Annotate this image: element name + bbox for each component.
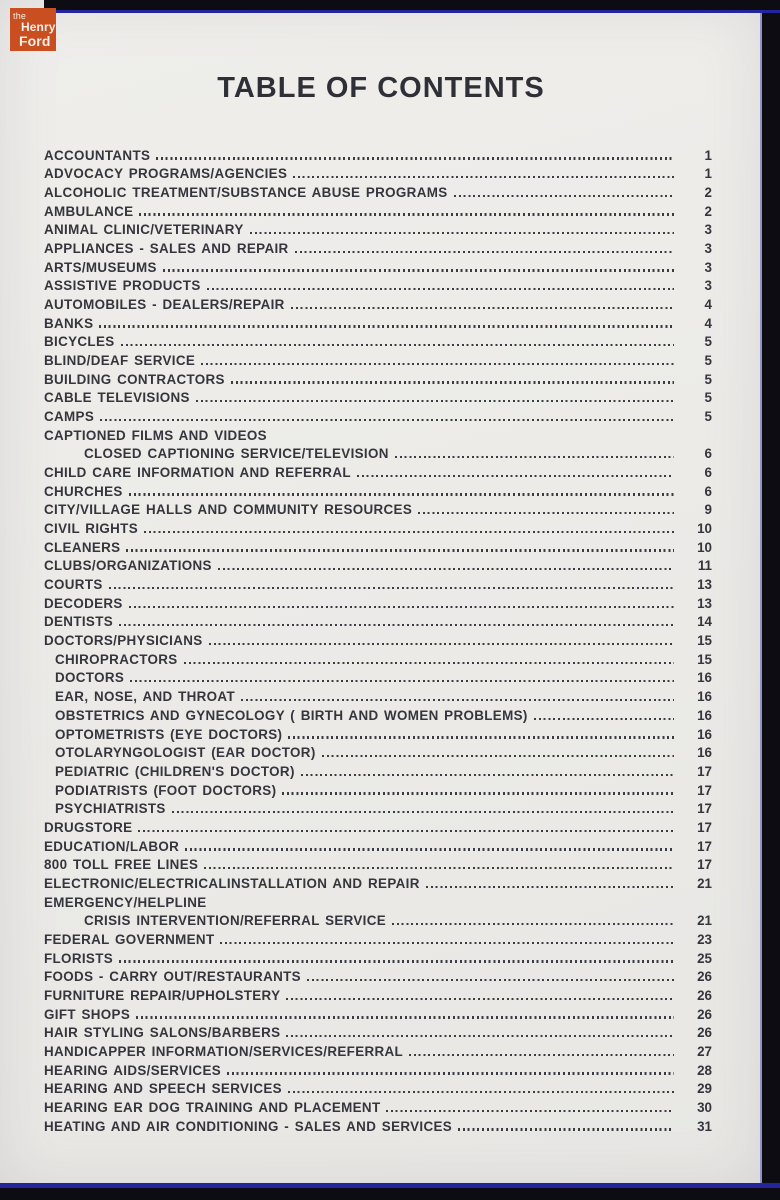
toc-entry-page: 4 (704, 297, 712, 313)
toc-entry-page: 3 (704, 222, 712, 238)
dot-leader (129, 493, 674, 495)
toc-entry (44, 444, 712, 463)
dot-leader (184, 662, 674, 664)
toc-entry (44, 425, 712, 444)
toc-entry (44, 537, 712, 556)
toc-entry-page: 6 (704, 483, 712, 499)
toc-entry-label: DECODERS (44, 595, 123, 611)
toc-entry-page: 13 (697, 577, 712, 593)
toc-entry (44, 873, 712, 892)
toc-entry-page: 2 (704, 185, 712, 201)
toc-entry (44, 350, 712, 369)
dot-leader (119, 960, 674, 962)
toc-entry-label: BLIND/DEAF SERVICE (44, 353, 196, 369)
toc-entry-page: 17 (697, 857, 712, 873)
dot-leader (99, 325, 674, 327)
toc-entry-label: AMBULANCE (44, 203, 134, 219)
toc-entry (44, 276, 712, 295)
toc-entry-label: CAPTIONED FILMS AND VIDEOS (44, 427, 267, 443)
toc-entry-label: HEARING AND SPEECH SERVICES (44, 1081, 282, 1097)
logo-word-henry: Henry (21, 20, 56, 34)
toc-entry-page: 10 (697, 539, 712, 555)
toc-entry-page: 23 (697, 931, 712, 947)
toc-entry-page: 11 (697, 558, 712, 574)
toc-entry (44, 780, 712, 799)
dot-leader (156, 157, 674, 159)
dot-leader (163, 269, 674, 271)
toc-entry-page: 15 (697, 633, 712, 649)
toc-entry-page: 1 (704, 166, 712, 182)
dot-leader (286, 1035, 674, 1037)
dot-leader (100, 419, 674, 421)
toc-entry-label: APPLIANCES - SALES AND REPAIR (44, 241, 289, 257)
toc-entry (44, 257, 712, 276)
dot-leader (231, 381, 674, 383)
toc-entry-page: 5 (704, 334, 712, 350)
dot-leader (392, 923, 674, 925)
toc-entry-page: 9 (704, 502, 712, 518)
scan-edge-bottom (0, 1183, 780, 1200)
toc-entry (44, 556, 712, 575)
toc-list (44, 145, 712, 1135)
dot-leader (534, 718, 674, 720)
toc-entry-label: CHURCHES (44, 483, 123, 499)
toc-entry-label: ARTS/MUSEUMS (44, 259, 157, 275)
toc-entry (44, 1004, 712, 1023)
dot-leader (386, 1110, 674, 1112)
toc-entry-label: GIFT SHOPS (44, 1006, 131, 1022)
toc-entry-page: 5 (704, 353, 712, 369)
toc-entry (44, 1041, 712, 1060)
toc-entry-page: 31 (697, 1118, 712, 1134)
toc-entry-label: EDUCATION/LABOR (44, 838, 180, 854)
dot-leader (250, 232, 674, 234)
toc-entry (44, 332, 712, 351)
toc-entry (44, 817, 712, 836)
toc-entry-page: 5 (704, 409, 712, 425)
toc-entry-label: DOCTORS (55, 670, 125, 686)
toc-entry-label: PEDIATRIC (CHILDREN'S DOCTOR) (55, 763, 295, 779)
dot-leader (220, 942, 674, 944)
toc-entry-label: CLOSED CAPTIONING SERVICE/TELEVISION (84, 446, 389, 462)
toc-entry-label: ADVOCACY PROGRAMS/AGENCIES (44, 166, 288, 182)
toc-entry (44, 182, 712, 201)
toc-entry-page: 26 (697, 987, 712, 1003)
toc-entry-page: 5 (704, 371, 712, 387)
dot-leader (357, 475, 674, 477)
toc-entry (44, 369, 712, 388)
dot-leader (121, 344, 674, 346)
page-title: TABLE OF CONTENTS (217, 72, 545, 104)
dot-leader (454, 195, 674, 197)
toc-entry-label: EAR, NOSE, AND THROAT (55, 689, 235, 705)
dot-leader (307, 979, 674, 981)
toc-entry-page: 27 (697, 1043, 712, 1059)
toc-entry (44, 929, 712, 948)
toc-entry-label: CHIROPRACTORS (55, 651, 178, 667)
toc-entry (44, 892, 712, 911)
toc-entry (44, 1116, 712, 1135)
toc-entry (44, 948, 712, 967)
dot-leader (291, 307, 674, 309)
toc-entry-page: 26 (697, 1025, 712, 1041)
toc-entry-page: 3 (704, 259, 712, 275)
toc-entry-page: 21 (697, 913, 712, 929)
toc-entry (44, 761, 712, 780)
dot-leader (282, 792, 674, 794)
toc-entry-label: PSYCHIATRISTS (55, 801, 166, 817)
dot-leader (130, 680, 674, 682)
dot-leader (126, 549, 674, 551)
toc-entry (44, 1097, 712, 1116)
toc-entry (44, 518, 712, 537)
toc-entry-page: 17 (697, 801, 712, 817)
toc-entry-label: CRISIS INTERVENTION/REFERRAL SERVICE (84, 913, 387, 929)
toc-entry-label: DRUGSTORE (44, 819, 133, 835)
toc-entry-page: 16 (697, 689, 712, 705)
toc-entry (44, 593, 712, 612)
toc-entry (44, 743, 712, 762)
toc-entry-label: CABLE TELEVISIONS (44, 390, 190, 406)
toc-entry-page: 30 (697, 1099, 712, 1115)
toc-entry-page: 3 (704, 278, 712, 294)
dot-leader (293, 176, 674, 178)
dot-leader (458, 1128, 674, 1130)
toc-entry (44, 612, 712, 631)
toc-entry-page: 13 (697, 595, 712, 611)
toc-entry-label: CLUBS/ORGANIZATIONS (44, 558, 212, 574)
toc-entry-label: COURTS (44, 577, 103, 593)
dot-leader (241, 699, 674, 701)
toc-entry-label: AUTOMOBILES - DEALERS/REPAIR (44, 297, 285, 313)
toc-entry-label: FLORISTS (44, 950, 114, 966)
toc-entry-label: EMERGENCY/HELPLINE (44, 894, 207, 910)
toc-entry-label: BICYCLES (44, 334, 115, 350)
toc-entry-label: ANIMAL CLINIC/VETERINARY (44, 222, 244, 238)
toc-entry-page: 28 (697, 1062, 712, 1078)
toc-entry (44, 145, 712, 164)
toc-entry-label: HANDICAPPER INFORMATION/SERVICES/REFERRAL (44, 1043, 404, 1059)
toc-entry-label: CITY/VILLAGE HALLS AND COMMUNITY RESOURCES (44, 502, 413, 518)
toc-entry-label: BUILDING CONTRACTORS (44, 371, 225, 387)
dot-leader (288, 736, 674, 738)
toc-entry-label: HEARING AIDS/SERVICES (44, 1062, 222, 1078)
toc-entry-page: 10 (697, 521, 712, 537)
toc-entry-label: FOODS - CARRY OUT/RESTAURANTS (44, 969, 301, 985)
toc-entry-label: DOCTORS/PHYSICIANS (44, 633, 203, 649)
toc-entry-page: 5 (704, 390, 712, 406)
dot-leader (426, 886, 674, 888)
dot-leader (204, 867, 674, 869)
dot-leader (418, 512, 674, 514)
toc-entry-page: 3 (704, 241, 712, 257)
toc-entry-label: FEDERAL GOVERNMENT (44, 931, 215, 947)
dot-leader (136, 1016, 674, 1018)
toc-entry (44, 220, 712, 239)
toc-entry (44, 1060, 712, 1079)
dot-leader (119, 624, 674, 626)
dot-leader (138, 830, 674, 832)
toc-entry-label: ELECTRONIC/ELECTRICALINSTALLATION AND REPAIR (44, 875, 420, 891)
dot-leader (207, 288, 674, 290)
toc-entry-label: CAMPS (44, 409, 95, 425)
toc-entry-label: CIVIL RIGHTS (44, 521, 138, 537)
dot-leader (196, 400, 674, 402)
toc-entry-label: DENTISTS (44, 614, 114, 630)
toc-entry (44, 967, 712, 986)
dot-leader (139, 213, 674, 215)
dot-leader (144, 531, 674, 533)
toc-entry (44, 164, 712, 183)
toc-entry-page: 6 (704, 446, 712, 462)
henry-ford-logo (10, 8, 56, 51)
toc-entry (44, 294, 712, 313)
toc-entry (44, 1079, 712, 1098)
toc-entry (44, 649, 712, 668)
logo-word-the: the (13, 11, 27, 21)
toc-entry (44, 406, 712, 425)
toc-entry (44, 630, 712, 649)
toc-entry-page: 15 (697, 651, 712, 667)
dot-leader (295, 251, 674, 253)
toc-entry-label: ASSISTIVE PRODUCTS (44, 278, 201, 294)
toc-entry-label: ALCOHOLIC TREATMENT/SUBSTANCE ABUSE PROGRAMS (44, 185, 448, 201)
toc-entry-label: HEATING AND AIR CONDITIONING - SALES AND SERVICES (44, 1118, 453, 1134)
toc-entry-label: ACCOUNTANTS (44, 147, 151, 163)
toc-entry (44, 686, 712, 705)
scan-edge-top (44, 0, 780, 13)
toc-entry-label: OTOLARYNGOLOGIST (EAR DOCTOR) (55, 745, 316, 761)
toc-entry-page: 29 (697, 1081, 712, 1097)
dot-leader (109, 587, 674, 589)
toc-entry-page: 26 (697, 969, 712, 985)
toc-entry-label: HAIR STYLING SALONS/BARBERS (44, 1025, 281, 1041)
dot-leader (172, 811, 674, 813)
dot-leader (227, 1072, 674, 1074)
toc-entry (44, 313, 712, 332)
toc-entry-page: 17 (697, 763, 712, 779)
toc-entry-label: HEARING EAR DOG TRAINING AND PLACEMENT (44, 1099, 381, 1115)
dot-leader (201, 363, 674, 365)
toc-entry (44, 705, 712, 724)
toc-entry (44, 911, 712, 930)
dot-leader (301, 774, 674, 776)
toc-entry (44, 799, 712, 818)
logo-word-ford: Ford (19, 33, 51, 49)
toc-entry-label: OBSTETRICS AND GYNECOLOGY ( BIRTH AND WOMEN PROBLEMS) (55, 707, 528, 723)
dot-leader (185, 848, 674, 850)
toc-entry-label: OPTOMETRISTS (EYE DOCTORS) (55, 726, 283, 742)
toc-entry (44, 1023, 712, 1042)
toc-entry-page: 26 (697, 1006, 712, 1022)
toc-entry-page: 14 (697, 614, 712, 630)
toc-entry (44, 836, 712, 855)
toc-entry (44, 462, 712, 481)
toc-entry (44, 855, 712, 874)
toc-entry-page: 16 (697, 745, 712, 761)
toc-entry (44, 724, 712, 743)
toc-entry-page: 25 (697, 950, 712, 966)
toc-entry-page: 16 (697, 670, 712, 686)
toc-entry-page: 2 (704, 203, 712, 219)
toc-entry-page: 17 (697, 838, 712, 854)
toc-entry (44, 668, 712, 687)
toc-entry-page: 6 (704, 465, 712, 481)
toc-entry (44, 985, 712, 1004)
toc-entry-label: CLEANERS (44, 539, 121, 555)
dot-leader (218, 568, 674, 570)
toc-entry (44, 574, 712, 593)
dot-leader (409, 1054, 674, 1056)
toc-entry-page: 16 (697, 707, 712, 723)
dot-leader (288, 1091, 674, 1093)
scan-edge-right (760, 0, 780, 1200)
toc-entry-page: 21 (697, 875, 712, 891)
toc-entry (44, 481, 712, 500)
toc-entry-label: CHILD CARE INFORMATION AND REFERRAL (44, 465, 351, 481)
dot-leader (286, 998, 674, 1000)
toc-entry (44, 201, 712, 220)
toc-entry (44, 388, 712, 407)
toc-entry-page: 17 (697, 819, 712, 835)
dot-leader (129, 606, 674, 608)
toc-entry-label: FURNITURE REPAIR/UPHOLSTERY (44, 987, 281, 1003)
toc-entry-label: BANKS (44, 315, 94, 331)
toc-entry-label: PODIATRISTS (FOOT DOCTORS) (55, 782, 277, 798)
toc-entry-page: 17 (697, 782, 712, 798)
dot-leader (395, 456, 674, 458)
toc-entry-page: 1 (704, 147, 712, 163)
toc-entry-page: 4 (704, 315, 712, 331)
toc-entry-page: 16 (697, 726, 712, 742)
dot-leader (209, 643, 674, 645)
toc-entry (44, 238, 712, 257)
toc-entry (44, 500, 712, 519)
toc-entry-label: 800 TOLL FREE LINES (44, 857, 199, 873)
dot-leader (322, 755, 674, 757)
